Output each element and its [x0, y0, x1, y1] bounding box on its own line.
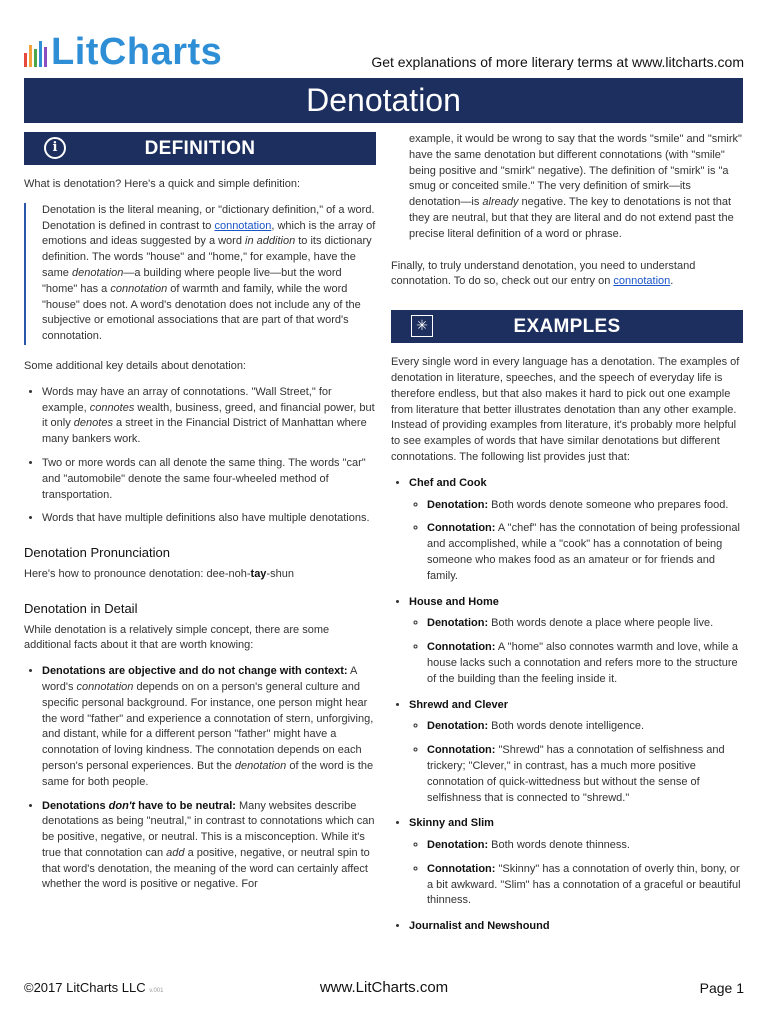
example-title: Chef and Cook — [409, 476, 487, 489]
example-title: Shrewd and Clever — [409, 698, 509, 711]
example-sublist — [409, 719, 743, 806]
example-title: Journalist and Newshound — [409, 920, 550, 933]
list-item — [409, 595, 743, 688]
logo-bar — [34, 49, 37, 67]
list-item: ◦ Denotation: Both words denote someone who prepares food. — [427, 498, 743, 514]
detail-continuation: example, it would be wrong to say that the words "smile" and "smirk" have the same denotation but different connotations (with "smile" being positive and "smirk" negative). The definition of "smirk" is "a smug or conceited smile." The very definition of smirk—its denotation—is already negative. The key to denotations is not that they are neutral, but that they are literal and do not extend past the precise literal definition of a word or phrase. — [409, 133, 742, 240]
list-item: ◦ Connotation: A "home" also connotes warmth and love, while a house lacks such a connotation and refers more to the structure of the building than the feeling inside it. — [427, 640, 743, 687]
list-item: ◦ Connotation: "Skinny" has a connotation of overly thin, bony, or a bit awkward. "Slim" has a connotation of a graceful or beautiful thinness. — [427, 862, 743, 909]
logo-bar — [39, 41, 42, 67]
header-tagline: Get explanations of more literary terms at www.litcharts.com — [371, 54, 744, 70]
list-item: • Denotations are objective and do not change with context: A word's connotation depends on on a person's general culture and specific personal background. For instance, one person might hear the word "father" and experience a connotation of stern, unforgiving, and distant, while for a different person "father" might have a connotation of loving kindness. The connotation depends on each person's personal experiences. But the denotation of the word is the same for both people. — [42, 664, 376, 790]
definition-heading: DEFINITION — [144, 138, 256, 159]
list-item — [409, 476, 743, 585]
page-header — [24, 30, 744, 78]
logo-bar — [44, 47, 47, 67]
right-column — [391, 132, 743, 945]
list-item — [409, 919, 743, 935]
key-details-intro: Some additional key details about denotation: — [24, 359, 246, 372]
quote-text: —a building where people live—but the word "home" has a — [42, 266, 342, 295]
list-item — [409, 816, 743, 909]
definition-quote — [24, 203, 376, 345]
connotation-link[interactable]: connotation — [613, 275, 671, 288]
list-item: ◦ Denotation: Both words denote a place where people live. — [427, 616, 743, 632]
list-item: • Denotations don't have to be neutral: Many websites describe denotations as being "neutral," in contrast to connotations which can be positive, negative, or neutral. This is a misconception. While it's true that connotation can add a positive, negative, or neutral spin to that word's denotation, the meaning of the word can certainly affect whether the word is positive or negative. For — [42, 799, 376, 894]
pronunciation-heading: Denotation Pronunciation — [24, 545, 170, 561]
list-item: ◦ Denotation: Both words denote intelligence. — [427, 719, 743, 735]
list-item: • Words that have multiple definitions also have multiple denotations. — [42, 511, 376, 527]
example-sublist — [409, 498, 743, 585]
detail-heading: Denotation in Detail — [24, 600, 138, 616]
info-icon: i — [44, 137, 66, 159]
finally-paragraph: Finally, to truly understand denotation, you need to understand connotation. To do so, check out our entry on connotation. — [391, 259, 696, 288]
pronunciation-text: Here's how to pronounce denotation: dee-noh-tay-shun — [24, 567, 294, 580]
quote-text: of warmth and family, while the word "house" does not. A word's denotation does not include any of the subjective or emotional associations that are part of that word's connotation. — [42, 282, 361, 343]
list-item: ◦ Connotation: A "chef" has the connotation of being professional and accomplished, while a "cook" has a connotation of being someone who makes food as an amateur or for friends and family. — [427, 521, 743, 584]
example-sublist — [409, 838, 743, 909]
logo-text: LitCharts — [51, 31, 223, 73]
page-number: Page 1 — [699, 980, 744, 996]
list-item: ◦ Denotation: Both words denote thinness. — [427, 838, 743, 854]
examples-list — [391, 476, 743, 935]
quote-text: Denotation is the literal meaning, or "dictionary definition," of a word. Denotation is defined in contrast to — [42, 203, 375, 232]
asterisk-icon: ✳ — [411, 315, 433, 337]
quote-text: , which is the array of emotions and ideas suggested by a word — [42, 219, 376, 248]
quote-emphasis: connotation — [110, 282, 168, 295]
version-label: v.001 — [149, 988, 164, 994]
examples-section-header — [391, 310, 743, 343]
page-footer — [24, 980, 744, 1000]
example-title: House and Home — [409, 595, 499, 608]
litcharts-logo[interactable] — [24, 30, 222, 74]
logo-bars-icon — [24, 39, 47, 67]
definition-intro: What is denotation? Here's a quick and simple definition: — [24, 178, 301, 190]
quote-emphasis: in addition — [245, 235, 296, 248]
examples-intro: Every single word in every language has a denotation. The examples of denotation in literature, speeches, and the speech of everyday life is therefore endless, but that also makes it hard to pick out one example from literature that better illustrates denotation than any other example. Instead of providing examples from literature, it's probably more helpful to see examples of words that have similar denotations but different connotations. The following list provides just that: — [391, 356, 740, 463]
quote-emphasis: denotation — [71, 266, 124, 279]
logo-bar — [24, 53, 27, 67]
logo-bar — [29, 45, 32, 67]
left-column — [24, 132, 376, 903]
detail-intro: While denotation is a relatively simple concept, there are some additional facts about it that are worth knowing: — [24, 623, 330, 652]
definition-section-header — [24, 132, 376, 165]
examples-heading: EXAMPLES — [513, 316, 621, 338]
connotation-link[interactable]: connotation — [214, 219, 272, 232]
copyright: ©2017 LitCharts LLC v.001 — [24, 980, 164, 995]
example-sublist — [409, 616, 743, 687]
list-item — [409, 698, 743, 807]
example-title: Skinny and Slim — [409, 817, 494, 830]
page-title: Denotation — [24, 78, 743, 123]
detail-list — [24, 664, 376, 893]
list-item: • Words may have an array of connotations. "Wall Street," for example, connotes wealth, business, greed, and financial power, but it only denotes a street in the Financial District of Manhattan where many bankers work. — [42, 385, 376, 448]
footer-site-link[interactable]: www.LitCharts.com — [319, 979, 449, 996]
list-item: • Two or more words can all denote the same thing. The words "car" and "automobile" denote the same four-wheeled method of transportation. — [42, 456, 376, 503]
list-item: ◦ Connotation: "Shrewd" has a connotation of selfishness and trickery; "Clever," in contrast, has a much more positive connotation of quick-wittedness but without the sense of selfishness that is connected to "shrewd." — [427, 743, 743, 806]
key-details-list — [24, 385, 376, 527]
quote-text: to its dictionary definition. The words "house" and "home," for example, have the same — [42, 235, 372, 279]
